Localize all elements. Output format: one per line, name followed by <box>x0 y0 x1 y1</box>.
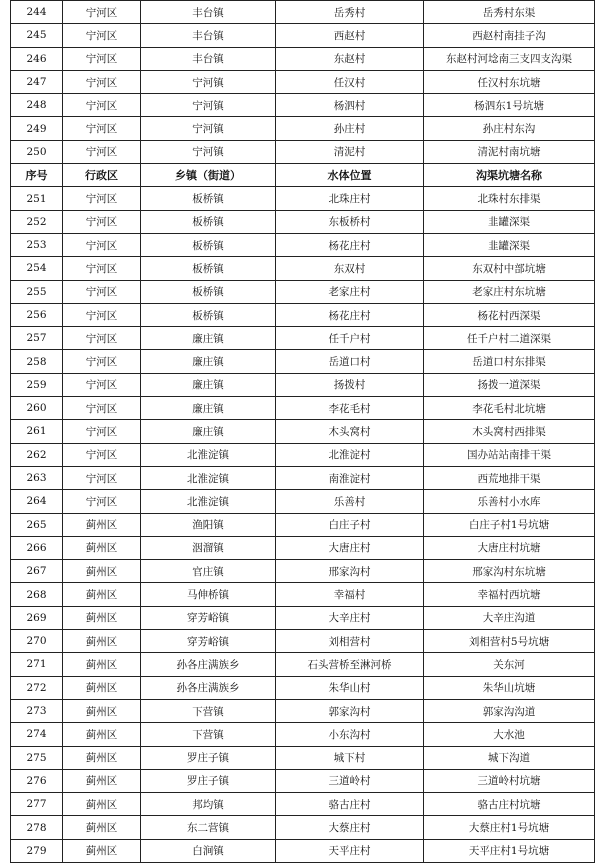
water-location-cell: 木头窝村 <box>276 420 424 443</box>
district-cell: 宁河区 <box>63 466 141 489</box>
channel-name-cell: 刘相营村5号坑塘 <box>424 630 595 653</box>
channel-name-cell: 韭罐深渠 <box>424 233 595 256</box>
table-row <box>11 606 595 629</box>
channel-name-cell: 杨泗东1号坑塘 <box>424 94 595 117</box>
township-cell: 宁河镇 <box>141 117 276 140</box>
district-cell: 蓟州区 <box>63 746 141 769</box>
row-number-cell: 254 <box>11 257 63 280</box>
channel-name-cell: 郭家沟沟道 <box>424 699 595 722</box>
channel-name-cell: 大蔡庄村1号坑塘 <box>424 816 595 839</box>
row-number-cell: 261 <box>11 420 63 443</box>
district-cell: 宁河区 <box>63 397 141 420</box>
row-number-cell: 273 <box>11 699 63 722</box>
table-body <box>11 1 595 863</box>
water-location-cell: 清泥村 <box>276 140 424 163</box>
district-cell: 宁河区 <box>63 350 141 373</box>
water-location-cell: 大辛庄村 <box>276 606 424 629</box>
township-cell: 北淮淀镇 <box>141 443 276 466</box>
township-cell: 渔阳镇 <box>141 513 276 536</box>
water-location-cell: 杨花庄村 <box>276 303 424 326</box>
water-location-cell: 乐善村 <box>276 490 424 513</box>
water-location-cell: 杨花庄村 <box>276 233 424 256</box>
channel-name-cell: 乐善村小水库 <box>424 490 595 513</box>
township-cell: 宁河镇 <box>141 70 276 93</box>
row-number-cell: 257 <box>11 327 63 350</box>
water-location-cell: 小东沟村 <box>276 723 424 746</box>
district-cell: 宁河区 <box>63 70 141 93</box>
row-number-cell: 251 <box>11 187 63 210</box>
water-location-cell: 东板桥村 <box>276 210 424 233</box>
table-row <box>11 24 595 47</box>
table-row <box>11 327 595 350</box>
water-location-cell: 大蔡庄村 <box>276 816 424 839</box>
channel-name-cell: 三道岭村坑塘 <box>424 769 595 792</box>
water-body-table <box>10 0 595 863</box>
table-row <box>11 187 595 210</box>
table-row <box>11 676 595 699</box>
water-location-cell: 北淮淀村 <box>276 443 424 466</box>
district-cell: 宁河区 <box>63 257 141 280</box>
table-row <box>11 257 595 280</box>
water-location-cell: 岳道口村 <box>276 350 424 373</box>
district-cell: 宁河区 <box>63 233 141 256</box>
water-location-cell: 石头营桥至淋河桥 <box>276 653 424 676</box>
table-row <box>11 397 595 420</box>
table-row <box>11 47 595 70</box>
row-number-cell: 248 <box>11 94 63 117</box>
water-location-cell: 东赵村 <box>276 47 424 70</box>
township-cell: 板桥镇 <box>141 280 276 303</box>
township-cell: 官庄镇 <box>141 560 276 583</box>
district-cell: 蓟州区 <box>63 699 141 722</box>
row-number-cell: 246 <box>11 47 63 70</box>
row-number-cell: 262 <box>11 443 63 466</box>
water-location-cell: 孙庄村 <box>276 117 424 140</box>
channel-name-cell: 大水池 <box>424 723 595 746</box>
township-cell: 板桥镇 <box>141 233 276 256</box>
township-cell: 北淮淀镇 <box>141 466 276 489</box>
water-location-cell: 刘相营村 <box>276 630 424 653</box>
row-number-cell: 275 <box>11 746 63 769</box>
table-row <box>11 466 595 489</box>
township-cell: 北淮淀镇 <box>141 490 276 513</box>
channel-name-cell: 大辛庄沟道 <box>424 606 595 629</box>
channel-name-cell: 清泥村南坑塘 <box>424 140 595 163</box>
township-cell: 宁河镇 <box>141 94 276 117</box>
channel-name-cell: 扬拨一道深渠 <box>424 373 595 396</box>
township-cell: 板桥镇 <box>141 210 276 233</box>
district-cell: 宁河区 <box>63 420 141 443</box>
table-row <box>11 816 595 839</box>
township-cell: 廉庄镇 <box>141 373 276 396</box>
channel-name-cell: 岳秀村东渠 <box>424 1 595 24</box>
table-row <box>11 723 595 746</box>
water-location-cell: 岳秀村 <box>276 1 424 24</box>
water-location-cell: 城下村 <box>276 746 424 769</box>
water-location-cell: 三道岭村 <box>276 769 424 792</box>
township-cell: 下营镇 <box>141 723 276 746</box>
table-row <box>11 94 595 117</box>
township-cell: 东二营镇 <box>141 816 276 839</box>
water-location-cell: 西赵村 <box>276 24 424 47</box>
header-row <box>11 164 595 187</box>
township-cell: 罗庄子镇 <box>141 769 276 792</box>
township-cell: 廉庄镇 <box>141 420 276 443</box>
table-row <box>11 233 595 256</box>
channel-name-cell: 木头窝村西排渠 <box>424 420 595 443</box>
channel-name-cell: 国办站站南排干渠 <box>424 443 595 466</box>
water-location-cell: 扬拨村 <box>276 373 424 396</box>
district-cell: 宁河区 <box>63 490 141 513</box>
channel-name-cell: 西赵村南挂子沟 <box>424 24 595 47</box>
row-number-cell: 279 <box>11 839 63 862</box>
channel-name-cell: 孙庄村东沟 <box>424 117 595 140</box>
water-location-cell: 大唐庄村 <box>276 536 424 559</box>
header-water-location-cell: 水体位置 <box>276 164 424 187</box>
header-township-cell: 乡镇（街道） <box>141 164 276 187</box>
township-cell: 穿芳峪镇 <box>141 630 276 653</box>
township-cell: 马伸桥镇 <box>141 583 276 606</box>
channel-name-cell: 天平庄村1号坑塘 <box>424 839 595 862</box>
row-number-cell: 258 <box>11 350 63 373</box>
table-row <box>11 513 595 536</box>
water-location-cell: 东双村 <box>276 257 424 280</box>
township-cell: 板桥镇 <box>141 303 276 326</box>
row-number-cell: 256 <box>11 303 63 326</box>
channel-name-cell: 李花毛村北坑塘 <box>424 397 595 420</box>
water-location-cell: 任千户村 <box>276 327 424 350</box>
channel-name-cell: 白庄子村1号坑塘 <box>424 513 595 536</box>
township-cell: 宁河镇 <box>141 140 276 163</box>
water-location-cell: 白庄子村 <box>276 513 424 536</box>
township-cell: 孙各庄满族乡 <box>141 653 276 676</box>
water-location-cell: 朱华山村 <box>276 676 424 699</box>
district-cell: 蓟州区 <box>63 606 141 629</box>
water-location-cell: 天平庄村 <box>276 839 424 862</box>
channel-name-cell: 任汉村东坑塘 <box>424 70 595 93</box>
district-cell: 蓟州区 <box>63 653 141 676</box>
channel-name-cell: 杨花村西深渠 <box>424 303 595 326</box>
water-location-cell: 杨泗村 <box>276 94 424 117</box>
row-number-cell: 278 <box>11 816 63 839</box>
district-cell: 宁河区 <box>63 117 141 140</box>
channel-name-cell: 骆古庄村坑塘 <box>424 793 595 816</box>
row-number-cell: 247 <box>11 70 63 93</box>
township-cell: 下营镇 <box>141 699 276 722</box>
channel-name-cell: 关东河 <box>424 653 595 676</box>
district-cell: 宁河区 <box>63 94 141 117</box>
table-row <box>11 583 595 606</box>
table-row <box>11 373 595 396</box>
row-number-cell: 250 <box>11 140 63 163</box>
water-location-cell: 南淮淀村 <box>276 466 424 489</box>
district-cell: 宁河区 <box>63 373 141 396</box>
table-row <box>11 630 595 653</box>
channel-name-cell: 岳道口村东排渠 <box>424 350 595 373</box>
table-row <box>11 1 595 24</box>
water-location-cell: 骆古庄村 <box>276 793 424 816</box>
row-number-cell: 268 <box>11 583 63 606</box>
channel-name-cell: 幸福村西坑塘 <box>424 583 595 606</box>
district-cell: 蓟州区 <box>63 513 141 536</box>
district-cell: 蓟州区 <box>63 769 141 792</box>
row-number-cell: 253 <box>11 233 63 256</box>
district-cell: 宁河区 <box>63 140 141 163</box>
channel-name-cell: 朱华山坑塘 <box>424 676 595 699</box>
table-row <box>11 839 595 862</box>
township-cell: 邦均镇 <box>141 793 276 816</box>
district-cell: 蓟州区 <box>63 676 141 699</box>
row-number-cell: 263 <box>11 466 63 489</box>
township-cell: 丰台镇 <box>141 1 276 24</box>
water-location-cell: 北珠庄村 <box>276 187 424 210</box>
table-row <box>11 653 595 676</box>
channel-name-cell: 大唐庄村坑塘 <box>424 536 595 559</box>
township-cell: 罗庄子镇 <box>141 746 276 769</box>
row-number-cell: 252 <box>11 210 63 233</box>
district-cell: 宁河区 <box>63 443 141 466</box>
district-cell: 蓟州区 <box>63 723 141 746</box>
row-number-cell: 277 <box>11 793 63 816</box>
table-row <box>11 280 595 303</box>
district-cell: 蓟州区 <box>63 630 141 653</box>
row-number-cell: 271 <box>11 653 63 676</box>
table-row <box>11 490 595 513</box>
row-number-cell: 259 <box>11 373 63 396</box>
table-row <box>11 793 595 816</box>
water-location-cell: 任汉村 <box>276 70 424 93</box>
row-number-cell: 260 <box>11 397 63 420</box>
channel-name-cell: 东双村中部坑塘 <box>424 257 595 280</box>
table-row <box>11 769 595 792</box>
row-number-cell: 249 <box>11 117 63 140</box>
township-cell: 廉庄镇 <box>141 350 276 373</box>
district-cell: 宁河区 <box>63 187 141 210</box>
row-number-cell: 264 <box>11 490 63 513</box>
district-cell: 宁河区 <box>63 280 141 303</box>
row-number-cell: 270 <box>11 630 63 653</box>
row-number-cell: 276 <box>11 769 63 792</box>
table-row <box>11 699 595 722</box>
table-row <box>11 303 595 326</box>
table-row <box>11 210 595 233</box>
channel-name-cell: 任千户村二道深渠 <box>424 327 595 350</box>
township-cell: 穿芳峪镇 <box>141 606 276 629</box>
district-cell: 蓟州区 <box>63 839 141 862</box>
row-number-cell: 265 <box>11 513 63 536</box>
row-number-cell: 255 <box>11 280 63 303</box>
township-cell: 廉庄镇 <box>141 397 276 420</box>
table-row <box>11 746 595 769</box>
channel-name-cell: 北珠村东排渠 <box>424 187 595 210</box>
channel-name-cell: 邢家沟村东坑塘 <box>424 560 595 583</box>
table-row <box>11 140 595 163</box>
water-location-cell: 幸福村 <box>276 583 424 606</box>
channel-name-cell: 城下沟道 <box>424 746 595 769</box>
district-cell: 蓟州区 <box>63 793 141 816</box>
channel-name-cell: 老家庄村东坑塘 <box>424 280 595 303</box>
row-number-cell: 274 <box>11 723 63 746</box>
water-location-cell: 李花毛村 <box>276 397 424 420</box>
row-number-cell: 272 <box>11 676 63 699</box>
district-cell: 蓟州区 <box>63 560 141 583</box>
table-row <box>11 350 595 373</box>
township-cell: 板桥镇 <box>141 187 276 210</box>
table-row <box>11 117 595 140</box>
district-cell: 宁河区 <box>63 1 141 24</box>
district-cell: 宁河区 <box>63 303 141 326</box>
header-district-cell: 行政区 <box>63 164 141 187</box>
table-row <box>11 443 595 466</box>
township-cell: 廉庄镇 <box>141 327 276 350</box>
channel-name-cell: 东赵村河埝南三支四支沟渠 <box>424 47 595 70</box>
district-cell: 蓟州区 <box>63 583 141 606</box>
district-cell: 蓟州区 <box>63 816 141 839</box>
table-row <box>11 536 595 559</box>
table-row <box>11 420 595 443</box>
district-cell: 宁河区 <box>63 47 141 70</box>
township-cell: 丰台镇 <box>141 47 276 70</box>
row-number-cell: 245 <box>11 24 63 47</box>
district-cell: 蓟州区 <box>63 536 141 559</box>
township-cell: 丰台镇 <box>141 24 276 47</box>
district-cell: 宁河区 <box>63 210 141 233</box>
district-cell: 宁河区 <box>63 327 141 350</box>
township-cell: 洇溜镇 <box>141 536 276 559</box>
township-cell: 孙各庄满族乡 <box>141 676 276 699</box>
table-row <box>11 70 595 93</box>
water-location-cell: 郭家沟村 <box>276 699 424 722</box>
channel-name-cell: 韭罐深渠 <box>424 210 595 233</box>
row-number-cell: 269 <box>11 606 63 629</box>
channel-name-cell: 西荒地排干渠 <box>424 466 595 489</box>
header-channel-name-cell: 沟渠坑塘名称 <box>424 164 595 187</box>
water-location-cell: 老家庄村 <box>276 280 424 303</box>
row-number-cell: 266 <box>11 536 63 559</box>
row-number-cell: 267 <box>11 560 63 583</box>
district-cell: 宁河区 <box>63 24 141 47</box>
water-location-cell: 邢家沟村 <box>276 560 424 583</box>
township-cell: 板桥镇 <box>141 257 276 280</box>
header-row-number-cell: 序号 <box>11 164 63 187</box>
township-cell: 白涧镇 <box>141 839 276 862</box>
row-number-cell: 244 <box>11 1 63 24</box>
table-row <box>11 560 595 583</box>
